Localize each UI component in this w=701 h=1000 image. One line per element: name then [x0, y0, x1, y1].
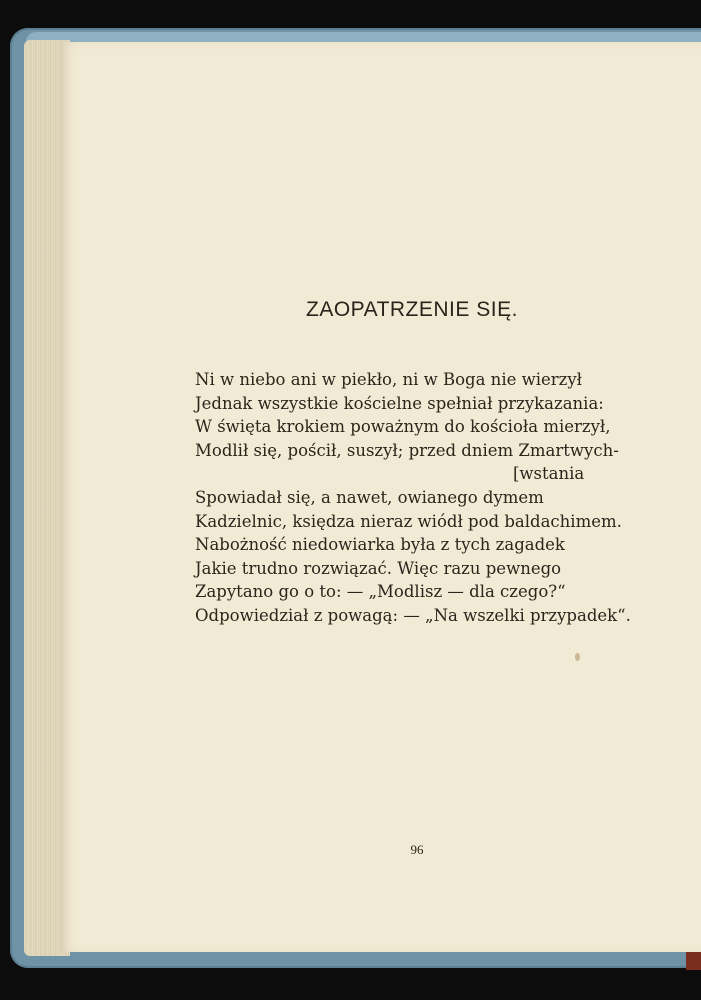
poem-line: Kadzielnic, księdza nieraz wiódł pod baldachimem. [195, 511, 622, 531]
poem-line: Odpowiedział z powagą: — „Na wszelki przypadek“. [195, 605, 631, 625]
page-number: 96 [410, 842, 424, 857]
poem-line: Jednak wszystkie kościelne spełniał przykazania: [195, 393, 604, 413]
poem-line: Nabożność niedowiarka była z tych zagadek [195, 535, 565, 555]
poem-body [195, 368, 701, 628]
poem-line: Zapytano go o to: — „Modlisz — dla czego?“ [195, 582, 566, 602]
poem-line: Spowiadał się, a nawet, owianego dymem [195, 487, 544, 507]
poem-line-continuation: [wstania [513, 464, 585, 484]
poem-title-text: ZAOPATRZENIE SIĘ. [306, 298, 518, 321]
poem-line: W święta krokiem poważnym do kościoła mierzył, [195, 417, 611, 437]
poem-line: Ni w niebo ani w piekło, ni w Boga nie wierzył [195, 370, 583, 389]
paper-spot [575, 653, 580, 661]
poem-line: Jakie trudno rozwiązać. Więc razu pewnego [195, 558, 562, 578]
poem-line: Modlił się, pościł, suszył; przed dniem Zmartwych- [195, 440, 619, 460]
book-page [62, 42, 701, 952]
